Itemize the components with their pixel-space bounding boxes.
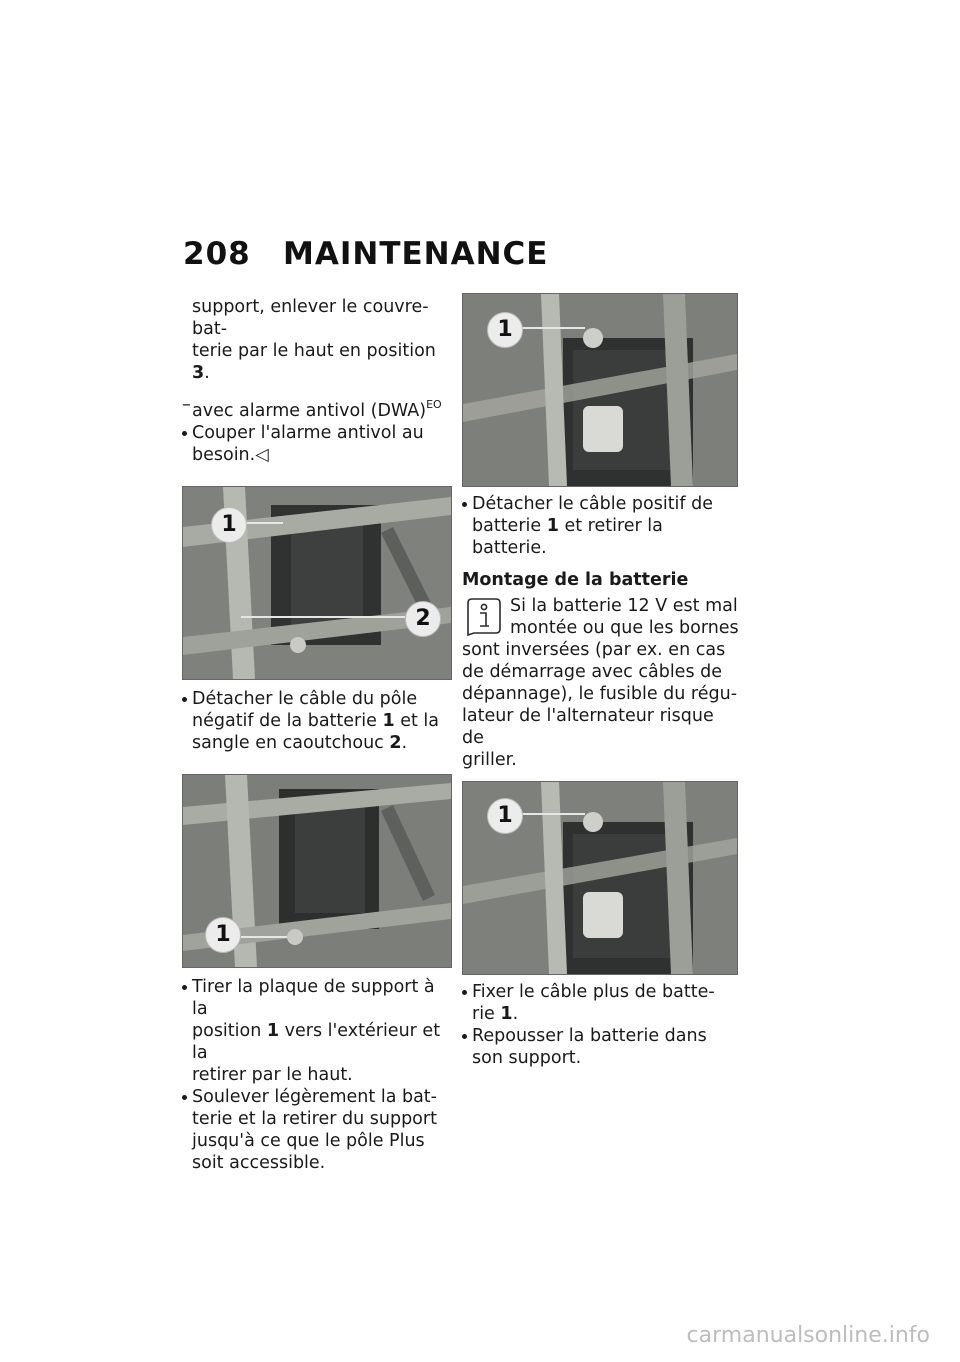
photo-battery-positive <box>462 293 738 487</box>
callout-1: 1 <box>211 507 247 543</box>
photo-battery-install <box>462 781 738 975</box>
section-title: MAINTENANCE <box>283 236 549 272</box>
triangle-left-icon: ◁ <box>255 445 269 465</box>
right-column <box>462 293 740 1069</box>
callout-1: 1 <box>205 917 241 953</box>
notice-line: Si la batterie 12 V est mal <box>510 596 738 616</box>
dash-item-dwa: – avec alarme antivol (DWA)$^{EO}$ <box>182 394 454 422</box>
bullet-alarm: Couper l'alarme antivol au besoin.◁ <box>182 422 454 466</box>
bullet-lift-battery: Soulever légèrement la bat- terie et la retirer du support jusqu'à ce que le pôle Plus soit accessible. <box>182 1086 454 1174</box>
heading-battery-installation: Montage de la batterie <box>462 570 689 590</box>
notice-block <box>462 595 740 771</box>
notice-line: sont inversées (par ex. en cas <box>462 640 726 660</box>
photo-support-plate <box>182 774 452 968</box>
left-column <box>182 296 454 1174</box>
page-number: 208 <box>183 236 251 272</box>
bullet-detach-positive: Détacher le câble positif de batterie 1 et retirer la batterie. <box>462 493 740 559</box>
photo-battery-negative <box>182 486 452 680</box>
notice-line: de démarrage avec câbles de <box>462 662 722 682</box>
callout-1: 1 <box>487 312 523 348</box>
paragraph-support: support, enlever le couvre-bat- terie par le haut en position 3. <box>192 297 436 383</box>
notice-line: montée ou que les bornes <box>510 618 739 638</box>
bullet-support-plate: Tirer la plaque de support à la position 1 vers l'extérieur et la retirer par le haut. <box>182 976 454 1086</box>
page-header <box>183 236 548 272</box>
bullet-detach-negative: Détacher le câble du pôle négatif de la batterie 1 et la sangle en caoutchouc 2. <box>182 688 454 754</box>
watermark: carmanualsonline.info <box>686 1323 930 1348</box>
equipment-superscript: EO <box>426 398 442 411</box>
info-icon <box>464 595 504 639</box>
bullet-fix-cable: Fixer le câble plus de batte- rie 1. <box>462 981 740 1025</box>
notice-line: lateur de l'alternateur risque de <box>462 706 714 748</box>
notice-line: dépannage), le fusible du régu- <box>462 684 738 704</box>
bullet-push-battery: Repousser la batterie dans son support. <box>462 1025 740 1069</box>
callout-1: 1 <box>487 798 523 834</box>
callout-2: 2 <box>405 601 441 637</box>
notice-line: griller. <box>462 750 517 770</box>
